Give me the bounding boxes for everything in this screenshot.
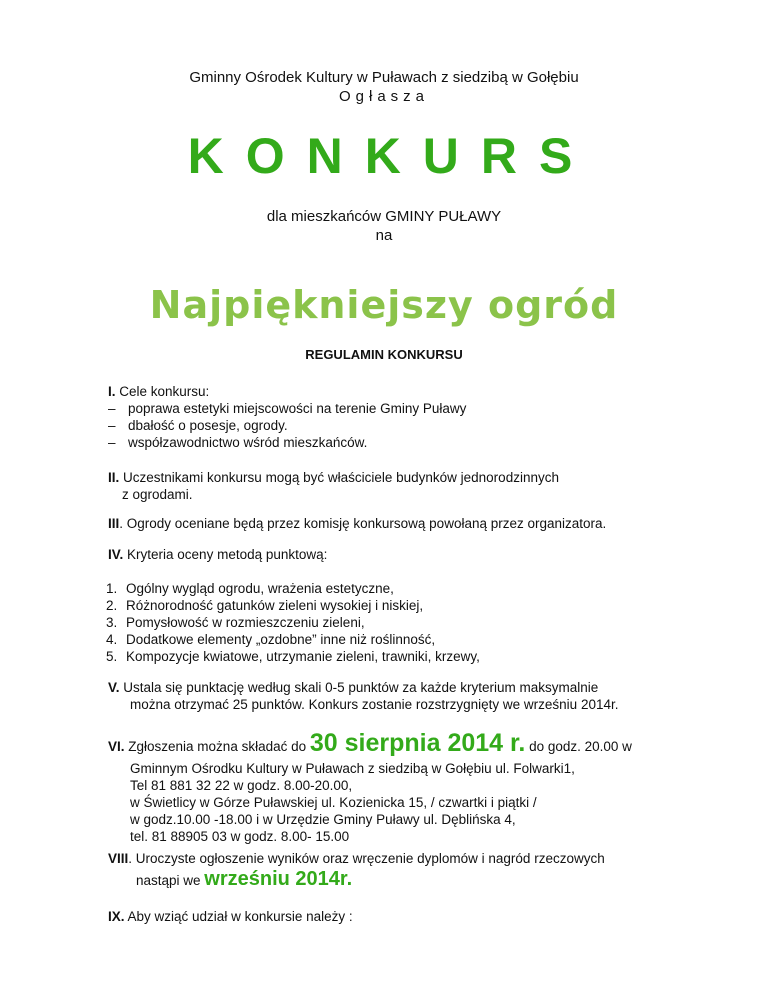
list-item: 4. Dodatkowe elementy „ozdobne” inne niż roślinność, (106, 632, 436, 647)
section-4: IV. Kryteria oceny metodą punktową: (108, 547, 328, 562)
section-5-numeral: V. (108, 680, 120, 695)
section-9: IX. Aby wziąć udział w konkursie należy : (108, 909, 353, 924)
contest-name: Najpiękniejszy ogród (149, 283, 619, 327)
section-2: II. Uczestnikami konkursu mogą być właściciele budynków jednorodzinnych z ogrodami. (108, 470, 559, 502)
results-date: wrześniu 2014r. (204, 868, 353, 890)
section-6: VI. Zgłoszenia można składać do 30 sierpnia 2014 r. do godz. 20.00 w Gminnym Ośrodku Kultury w Puławach z siedzibą w Gołębiu ul. Folwarki1, Tel 81 881 32 22 w godz. 8.00-20.00, w Świetlicy w Górze Puławskiej ul. Kozienicka 15, / czwartki i piątki / w godz.10.00 -18.00 i w Urzędzie Gminy Puławy ul. Dęblińska 4, tel. 81 88905 03 w godz. 8.00- 15.00 (108, 729, 632, 844)
list-item: 1. Ogólny wygląd ogrodu, wrażenia estetyczne, (106, 581, 394, 596)
section-8: VIII. Uroczyste ogłoszenie wyników oraz wręczenie dyplomów i nagród rzeczowych nastąpi we wrześniu 2014r. (108, 851, 605, 890)
section-4-numeral: IV. (108, 547, 124, 562)
list-item: – współzawodnictwo wśród mieszkańców. (108, 435, 368, 450)
section-9-numeral: IX. (108, 909, 125, 924)
criteria-list (106, 580, 706, 665)
section-6-numeral: VI. (108, 739, 125, 754)
section-2-numeral: II. (108, 470, 120, 485)
section-1-numeral: I. (108, 384, 116, 399)
section-3: III. Ogrody oceniane będą przez komisję konkursową powołaną przez organizatora. (108, 516, 607, 531)
regulations-title: REGULAMIN KONKURSU (305, 347, 463, 362)
header (0, 68, 768, 106)
section-5: V. Ustala się punktację według skali 0-5 punktów za każde kryterium maksymalnie można otrzymać 25 punktów. Konkurs zostanie rozstrzygnięty we wrześniu 2014r. (108, 680, 619, 712)
list-item: 5. Kompozycje kwiatowe, utrzymanie zieleni, trawniki, krzewy, (106, 649, 480, 664)
list-item: – dbałość o posesje, ogrody. (108, 418, 288, 433)
announces-line: Ogłasza (338, 88, 430, 105)
organizer-line: Gminny Ośrodek Kultury w Puławach z siedzibą w Gołębiu (189, 69, 579, 86)
section-1-heading: Cele konkursu: (115, 384, 210, 399)
list-item: 2. Różnorodność gatunków zieleni wysokiej i niskiej, (106, 598, 424, 613)
list-item: 3. Pomysłowość w rozmieszczeniu zieleni, (106, 615, 365, 630)
list-item: – poprawa estetyki miejscowości na terenie Gminy Puławy (108, 401, 467, 416)
konkurs-title: KONKURS (187, 128, 595, 184)
audience-line-2: na (375, 227, 393, 244)
section-1 (108, 383, 708, 451)
section-8-numeral: VIII (108, 851, 129, 866)
audience (0, 207, 768, 245)
audience-line-1: dla mieszkańców GMINY PUŁAWY (266, 208, 502, 225)
deadline-date: 30 sierpnia 2014 r. (309, 729, 526, 757)
section-3-numeral: III (108, 516, 120, 531)
